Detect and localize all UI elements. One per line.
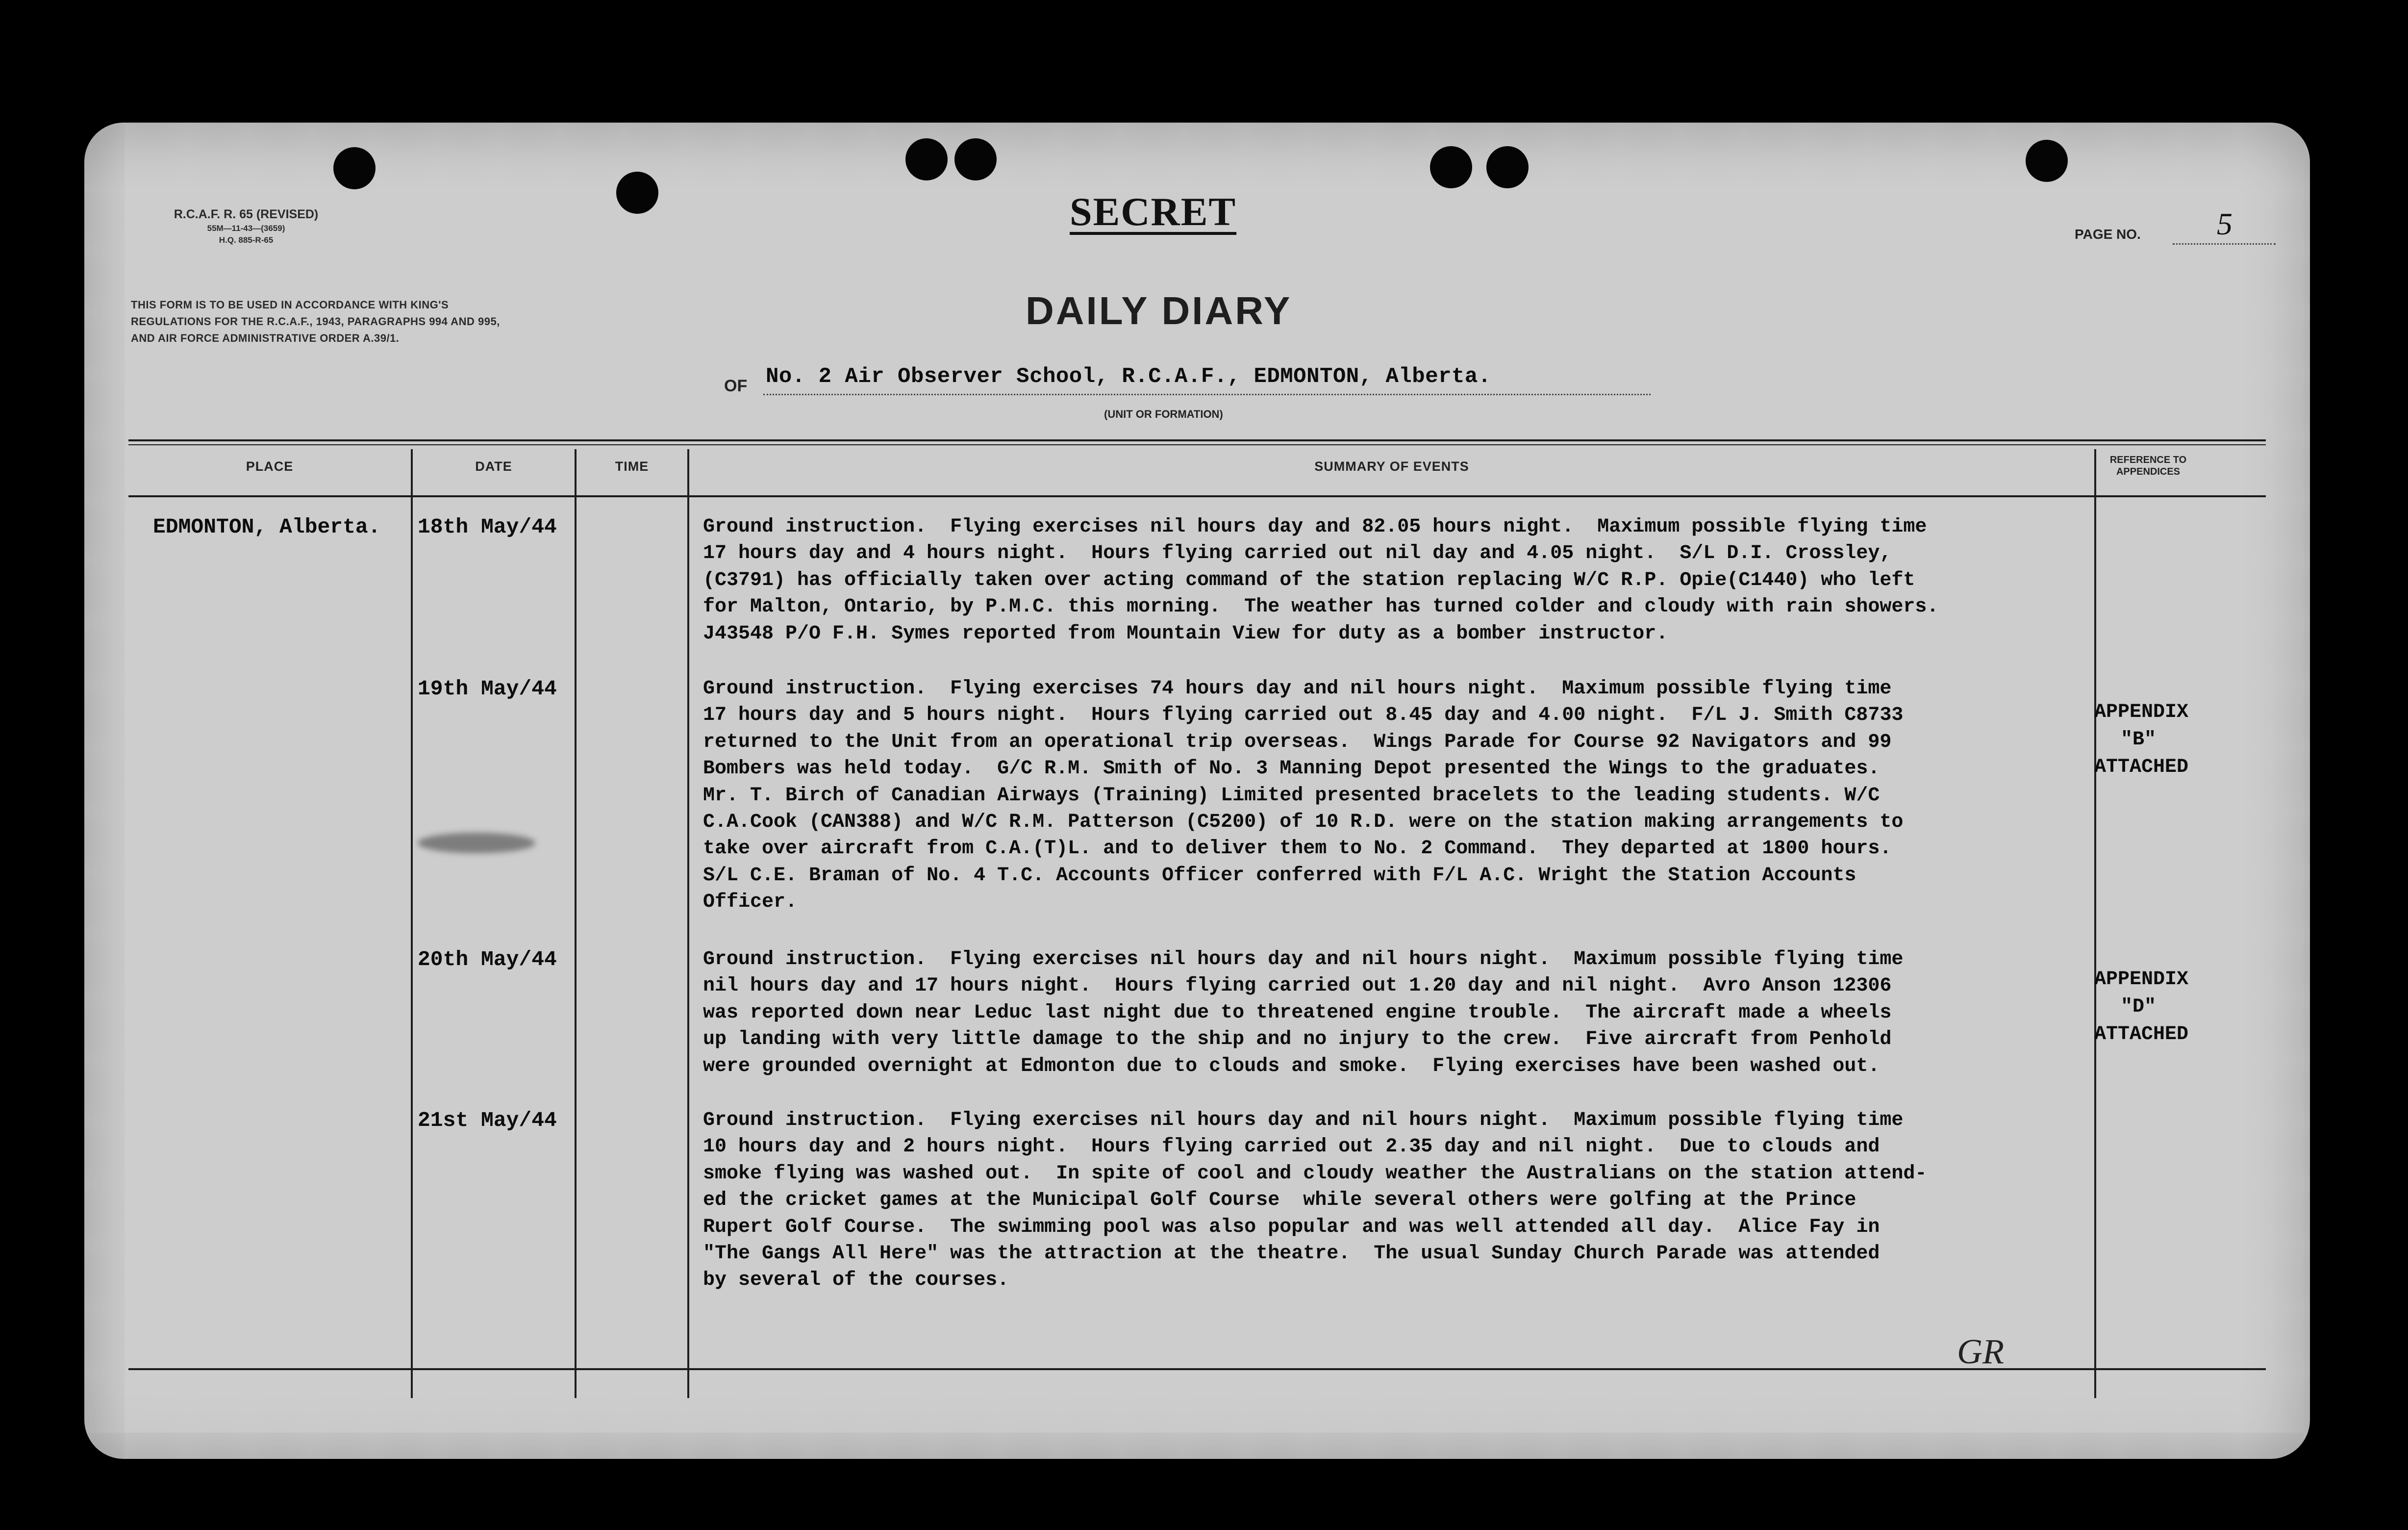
handwritten-initials: GR (1957, 1332, 2004, 1371)
column-divider (575, 449, 577, 1398)
page-number-label: PAGE NO. (2075, 227, 2141, 242)
punch-hole (905, 138, 948, 180)
entry-date: 19th May/44 (418, 677, 557, 701)
page-number-line (2173, 243, 2276, 245)
column-divider (411, 449, 413, 1398)
classification-heading: SECRET (1070, 189, 1237, 234)
diary-form-card (84, 123, 2310, 1459)
column-header-place: PLACE (246, 459, 294, 474)
place-cell: EDMONTON, Alberta. (153, 515, 381, 539)
punch-hole (616, 172, 658, 214)
table-bottom-rule (128, 1368, 2266, 1370)
header-rule (128, 495, 2266, 497)
column-header-reference: REFERENCE TO APPENDICES (2109, 455, 2187, 477)
form-hq-line: H.Q. 885-R-65 (219, 235, 274, 245)
entry-date: 21st May/44 (418, 1108, 557, 1132)
column-header-summary: SUMMARY OF EVENTS (1314, 459, 1469, 474)
punch-hole (333, 147, 376, 189)
form-code-line: 55M—11-43—(3659) (207, 224, 285, 233)
entry-summary: Ground instruction. Flying exercises nil hours day and nil hours night. Maximum possible flying time nil hours day and 17 hours night. Hours flying carried out 1.20 day and nil night. Avro Anson 12306 was reported down near Leduc last night due to threatened engine trouble. The aircraft made a wheels up landing with very little damage to the ship and no injury to the crew. Five aircraft from Penhold were grounded overnight at Edmonton due to clouds and smoke. Flying exercises have been washed out. (703, 948, 1904, 1077)
of-label: OF (724, 377, 748, 395)
column-header-date: DATE (475, 459, 512, 474)
table-top-rule (128, 439, 2266, 441)
column-divider (687, 449, 689, 1398)
entry-date: 18th May/44 (418, 515, 557, 539)
entry-summary: Ground instruction. Flying exercises 74 hours day and nil hours night. Maximum possible flying time 17 hours day and 5 hours night. Hours flying carried out 8.45 day and 4.00 night. F/L J. Smith C8733 returned to the Unit from an operational trip overseas. Wings Parade for Course 92 Navigators and 99 Bombers was held today. G/C R.M. Smith of No. 3 Manning Depot presented the Wings to the graduates. Mr. T. Birch of Canadian Airways (Training) Limited presented bracelets to the leading students. W/C C.A.Cook (CAN388) and W/C R.M. Patterson (C5200) of 10 R.D. were on the station making arrangements to take over aircraft from C.A.(T)L. and to deliver them to No. 2 Command. They departed at 1800 hours. S/L C.E. Braman of No. 4 T.C. Accounts Officer conferred with F/L A.C. Wright the Station Accounts Officer. (703, 678, 1904, 914)
form-identifier (143, 206, 349, 246)
entry-date: 20th May/44 (418, 947, 557, 971)
ink-smudge (418, 833, 535, 853)
punch-hole (954, 138, 997, 180)
punch-hole (2026, 140, 2068, 182)
entry-summary: Ground instruction. Flying exercises nil hours day and nil hours night. Maximum possible flying time 10 hours day and 2 hours night. Hours flying carried out 2.35 day and nil night. Due to clouds and smoke flying was washed out. In spite of cool and cloudy weather the Australians on the station attend- ed the cricket games at the Municipal Golf Course while several others were golfing at the Prince Rupert Golf Course. The swimming pool was also popular and was well attended all day. Alice Fay in "The Gangs All Here" was the attraction at the theatre. The usual Sunday Church Parade was attended by several of the courses. (703, 1109, 1927, 1292)
unit-underline (763, 394, 1651, 395)
form-id-line: R.C.A.F. R. 65 (REVISED) (174, 207, 319, 221)
punch-hole (1430, 146, 1472, 188)
page-title: DAILY DIARY (1026, 289, 1292, 332)
page-number: 5 (2217, 206, 2232, 241)
punch-hole (1486, 146, 1529, 188)
unit-name: No. 2 Air Observer School, R.C.A.F., EDMONTON, Alberta. (766, 364, 1491, 389)
table-top-rule (128, 444, 2266, 445)
form-instruction: THIS FORM IS TO BE USED IN ACCORDANCE WITH KING'S REGULATIONS FOR THE R.C.A.F., 1943, PARAGRAPHS 994 AND 995, AND AIR FORCE ADMINISTRATIVE ORDER A.39/1. (131, 299, 500, 344)
entry-summary: Ground instruction. Flying exercises nil hours day and 82.05 hours night. Maximum possible flying time 17 hours day and 4 hours night. Hours flying carried out nil day and 4.05 night. S/L D.I. Crossley, (C3791) has officially taken over acting command of the station replacing W/C R.P. Opie(C1440) who left for Malton, Ontario, by P.M.C. this morning. The weather has turned colder and cloudy with rain showers. J43548 P/O F.H. Symes reported from Mountain View for duty as a bomber instructor. (703, 516, 1939, 645)
column-header-time: TIME (615, 459, 649, 474)
appendix-reference: APPENDIX "D" ATTACHED (2094, 969, 2189, 1046)
appendix-reference: APPENDIX "B" ATTACHED (2094, 701, 2189, 778)
unit-caption: (UNIT OR FORMATION) (1104, 408, 1223, 420)
